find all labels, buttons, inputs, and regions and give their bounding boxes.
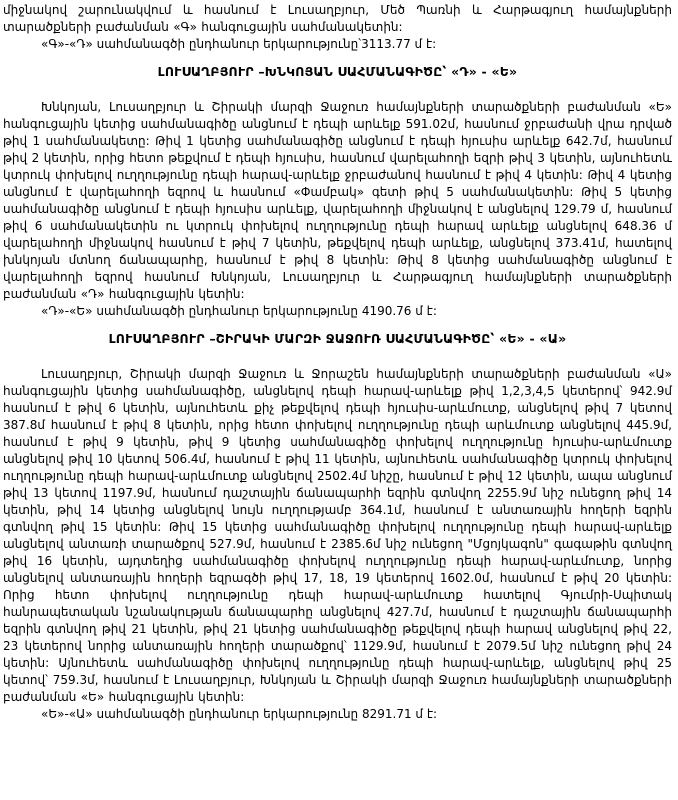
section-total-length-khnkoyan: «Դ»-«Ե» սահմանագծի ընդհանուր երկարությունը 4190.76 մ է: bbox=[41, 304, 437, 318]
section-body-khnkoyan: Խնկոյան, Լուսաղբյուր և Շիրակի մարզի Ջաջուռ համայնքների տարածքների բաժանման «Ե» հանգուցային կետից սահմանագիծը անցնում է դեպի արևելք 591.02մ, հասնում ջրբաժանի վրա դրված թիվ 1 սահմանակետը: Թիվ 1 կետից սահմանագիծը անցնում է դեպի հյուսիս արևելք 642.7մ, հասնում թիվ 2 կետին, որից հետո թեքվում է դեպի հյուսիս, հասնում վարելահողի եզրի թիվ 3 կետին, այնուհետև կտրուկ փոխելով ուղղությունը դեպի հարավ-արևելք ջրբաժանով հասնում է թիվ 4 կետին: Թիվ 4 կետից անցնում է վարելահողի եզրով և հասնում «Փամբակ» գետի թիվ 5 սահմանակետին: Թիվ 5 կետից սահմանագիծը անցնում է դեպի հյուսիս արևելք, վարելահողի միջնակով է անցնելով 129.79 մ, հասնում թիվ 6 սահմանակետին ու կտրուկ փոխելով ուղղությունը դեպի հարավ արևելք անցնելով 648.36 մ վարելահողի միջնակով հասնում է թիվ 7 կետին, թեքվելով դեպի արևելք, անցնելով 373.41մ, հատելով խնկոյան մտնող ճանապարհը, հասնում է թիվ 8 կետին: Թիվ 8 կետից սահմանագիծը անցնում է վարելահողի եզրով հասնում Խնկոյան, Լուսաղբյուր և Հարթագյուղ համայնքների տարածքների բաժանման «Դ» հանգուցային կետին: bbox=[3, 100, 672, 301]
section-body-jajur: Լուսաղբյուր, Շիրակի մարզի Ջաջուռ և Ջորաշեն համայնքների տարածքների բաժանման «Ա» հանգուցային կետից սահմանագիծը, անցնելով դեպի հարավ-արևելք թիվ 1,2,3,4,5 կետերով՝ 942.9մ հասնում է թիվ 6 կետին, այնուհետև քիչ թեքվելով դեպի հյուսիս-արևմուտք, անցնելով թիվ 7 կետով 387.8մ հասնում է թիվ 8 կետին, որից հետո փոխելով ուղղությունը դեպի արևմուտք անցնելով 445.9մ, հասնում է թիվ 9 կետին, թիվ 9 կետից սահմանագիծը փոխելով ուղղությունը հյուսիս-արևմուտք անցնելով թիվ 10 կետով 506.4մ, հասնում է թիվ 11 կետին, այնուհետև սահմանագիծը կտրուկ փոխելով ուղղությունը դեպի հարավ-արևմուտք անցնելով 2502.4մ նիշը, հասնում է թիվ 12 կետին, ապա անցնում թիվ 13 կետով 1197.9մ, հասնում դաշտային ճանապարհի եզրին գտնվող 2255.9մ նիշ ունեցող թիվ 14 կետին, թիվ 14 կետից անցնելով նույն ուղղությամբ 364.1մ, հասնում է անտառային հողերի եզրին գտնվող թիվ 15 կետին: Թիվ 15 կետից սահմանագիծը փոխելով ուղղությունը դեպի հարավ-արևելք անցնելով անտառի տարածքով 527.9մ, հասնում է 2385.6մ նիշ ունեցող "Մցոյկագոն" գագաթին գտնվող թիվ 16 կետին, այդտեղից սահմանագիծը փոխելով ուղղությունը դեպի հարավ-արևմուտք, նորից անցնելով անտառային հողերի եզրագծի թիվ 17, 18, 19 կետերով 1602.0մ, հասնում է թիվ 20 կետին: Որից հետո փոխելով ուղղությունը դեպի հարավ-արևմուտք հատելով Գյումրի-Սպիտակ հանրապետական նշանակության ճանապարհը անցնելով 427.7մ, հասնում է դաշտային ճանապարհի եզրին գտնվող թիվ 21 կետին, թիվ 21 կետից սահմանագիծը թեքվելով դեպի հարավ անցնելով թիվ 22, 23 կետերով նորից անտառային հողերի տարածքով՝ 1129.9մ, հասնում է 2079.5մ նիշ ունեցող թիվ 24 կետին: Այնուհետև սահմանագիծը փոխելով ուղղությունը դեպի հարավ-արևելք, անցնելով թիվ 25 կետով՝ 759.3մ, հասնում է Լուսաղբյուր, Խնկոյան և Շիրակի մարզի Ջաջուռ համայնքների տարածքների բաժանման «Ե» հանգուցային կետին: bbox=[3, 367, 672, 704]
intro-total-length-line: «Գ»-«Դ» սահմանագծի ընդհանուր երկարությունը՝3113.77 մ է: bbox=[41, 37, 437, 51]
section-heading-khnkoyan: ԼՈՒՍԱՂԲՅՈՒՐ –ԽՆԿՈՅԱՆ ՍԱՀՄԱՆԱԳԻԾԸ՝ «Դ» - «Ե» bbox=[157, 64, 518, 79]
intro-continuation-paragraph: միջնակով շարունակվում և հասնում է Լուսաղբյուր, Մեծ Պառնի և Հարթագյուղ համայնքների տարածքների բաժանման «Գ» հանգուցային սահմանակետին: bbox=[3, 3, 672, 34]
section-total-length-jajur: «Ե»-«Ա» սահմանագծի ընդհանուր երկարությունը 8291.71 մ է: bbox=[41, 707, 438, 721]
section-heading-jajur: ԼՈՒՍԱՂԲՅՈՒՐ –ՇԻՐԱԿԻ ՄԱՐԶԻ ՋԱՋՈՒՌ ՍԱՀՄԱՆԱԳԻԾԸ՝ «Ե» - «Ա» bbox=[108, 331, 567, 346]
